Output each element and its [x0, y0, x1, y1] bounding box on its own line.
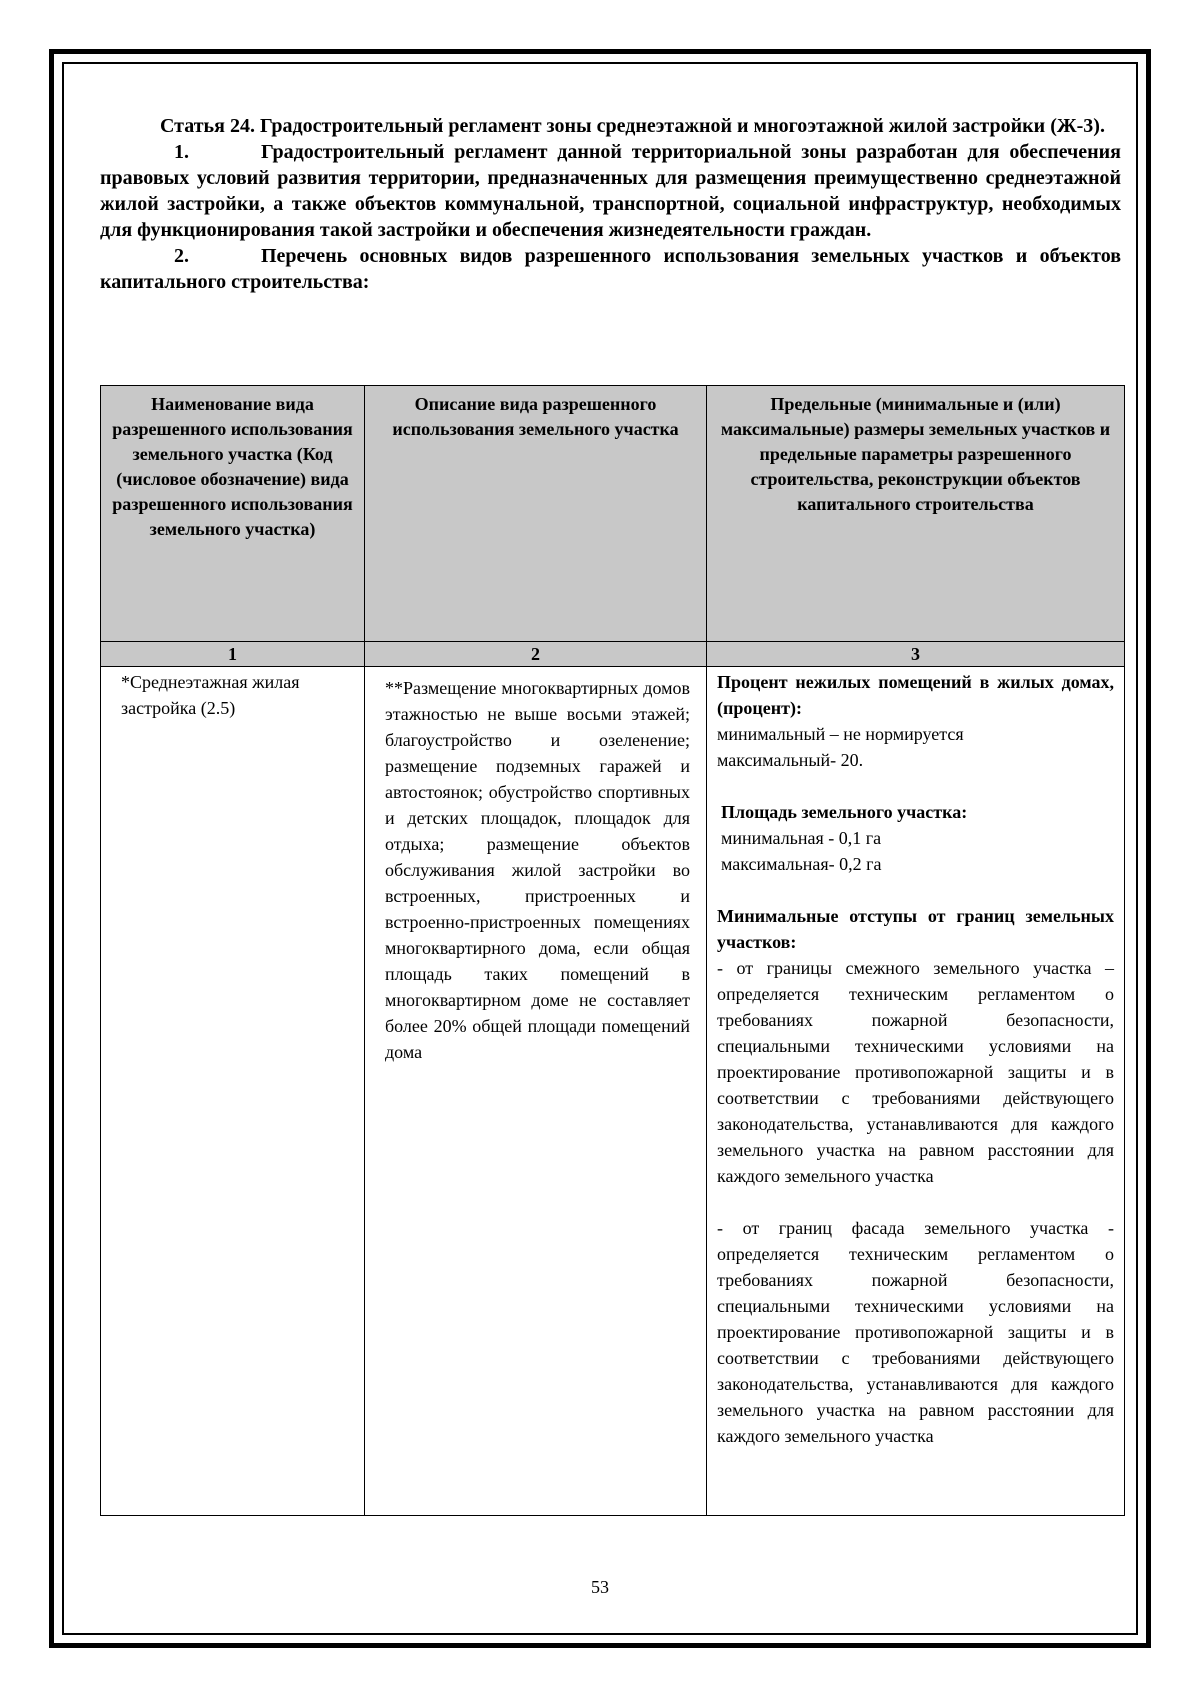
use-type-description: **Размещение многоквартирных домов этажностью не выше восьми этажей; благоустройство и озеленение; размещение подземных гаражей и автостоянок; обустройство спортивных и детских площадок, площадок для отдыха; размещение объектов обслуживания жилой застройки во встроенных, пристроенных и встроенно-пристроенных помещениях многоквартирного дома, если общая площадь таких помещений в многоквартирном доме не составляет более 20% общей площади помещений дома: [365, 667, 707, 1516]
article-title: Статья 24. Градостроительный регламент зоны среднеэтажной и многоэтажной жилой застройки (Ж-3).: [160, 115, 1105, 137]
nonres-min: минимальный – не нормируется: [717, 724, 964, 744]
header-col-3: Предельные (минимальные и (или) максимальные) размеры земельных участков и предельные параметры разрешенного строительства, реконструкции объектов капитального строительства: [707, 386, 1125, 642]
setback-adjacent: - от границы смежного земельного участка – определяется техническим регламентом о требованиях пожарной безопасности, специальными техническими условиями на проектирование противопожарной защиты и в соответствии с требованиями действующего законодательства, устанавливаются для каждого земельного участка на равном расстоянии для каждого земельного участка: [717, 958, 1114, 1186]
column-number-3: 3: [707, 642, 1125, 667]
column-number-row: [101, 642, 1125, 667]
paragraph-1-text: Градостроительный регламент данной территориальной зоны разработан для обеспечения правовых условий развития территории, предназначенных для размещения преимущественно среднеэтажной жилой застройки, а также объектов коммунальной, транспортной, социальной инфраструктур, необходимых для функционирования такой застройки и обеспечения жизнедеятельности граждан.: [100, 141, 1121, 241]
regulation-table: [100, 385, 1125, 1516]
setback-title: Минимальные отступы от границ земельных участков:: [717, 906, 1114, 952]
paragraph-1-number: 1.: [174, 141, 189, 163]
column-number-1: 1: [101, 642, 365, 667]
table-header-row: [101, 386, 1125, 642]
use-type-name: *Среднеэтажная жилая застройка (2.5): [101, 667, 365, 1516]
nonres-max: максимальный- 20.: [717, 750, 864, 770]
header-col-2: Описание вида разрешенного использования земельного участка: [365, 386, 707, 642]
paragraph-1: [100, 139, 1121, 243]
nonres-title: Процент нежилых помещений в жилых домах, (процент):: [717, 672, 1114, 718]
paragraph-2: [100, 243, 1121, 295]
header-col-1: Наименование вида разрешенного использования земельного участка (Код (числовое обозначение) вида разрешенного использования земельного участка): [101, 386, 365, 642]
use-type-parameters: [707, 667, 1125, 1516]
paragraph-2-text: Перечень основных видов разрешенного использования земельных участков и объектов капитального строительства:: [100, 245, 1121, 293]
table-row: [101, 667, 1125, 1516]
area-title: Площадь земельного участка:: [721, 802, 968, 822]
paragraph-2-number: 2.: [174, 245, 189, 267]
setback-facade: - от границ фасада земельного участка - определяется техническим регламентом о требованиях пожарной безопасности, специальными техническими условиями на проектирование противопожарной защиты и в соответствии с требованиями действующего законодательства, устанавливаются для каждого земельного участка на равном расстоянии для каждого земельного участка: [717, 1218, 1114, 1446]
area-min: минимальная - 0,1 га: [721, 828, 882, 848]
area-max: максимальная- 0,2 га: [721, 854, 882, 874]
column-number-2: 2: [365, 642, 707, 667]
page-number: 53: [591, 1577, 609, 1597]
article-text: [100, 113, 1121, 295]
